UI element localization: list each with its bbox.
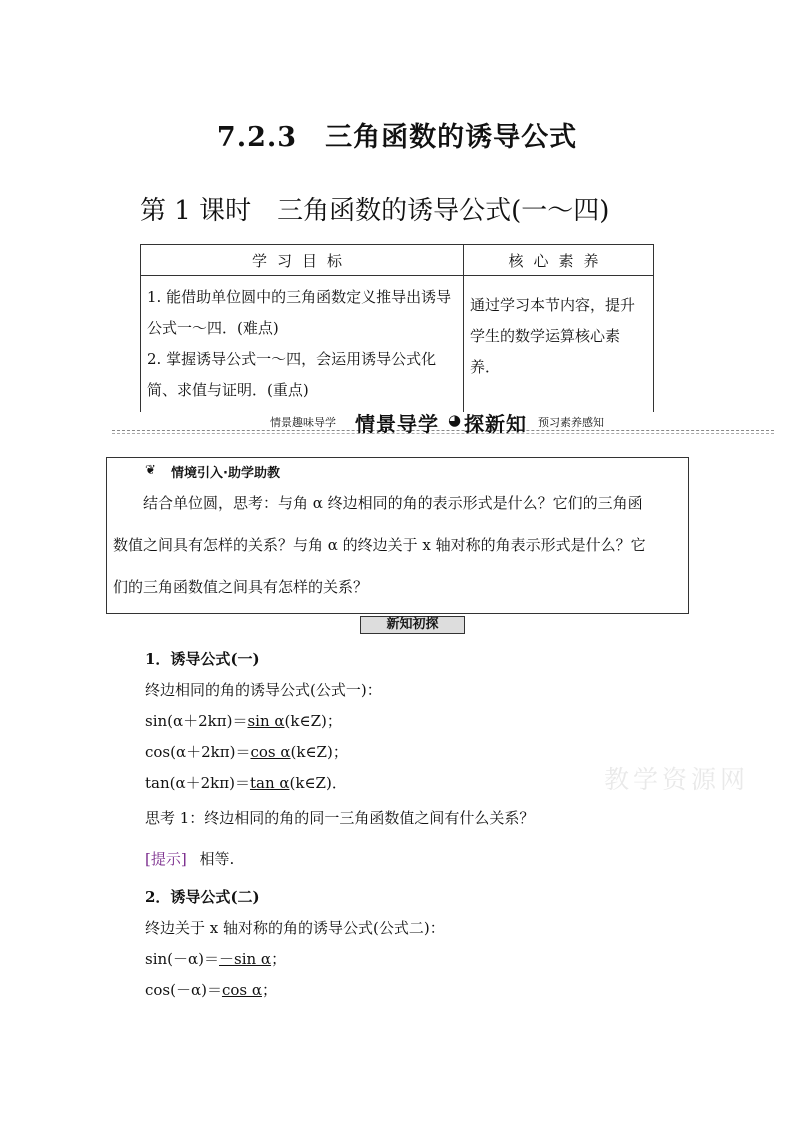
intro-text-line: 们的三角函数值之间具有怎样的关系？ (113, 578, 369, 596)
formula-line (145, 741, 348, 762)
leaf-icon: ❦ (145, 463, 156, 478)
formula-tail: ； (271, 950, 287, 968)
section-heading: 2．诱导公式(二) (145, 888, 260, 906)
formula-answer: cos α (250, 743, 291, 761)
hint-text: 相等. (199, 850, 235, 868)
section-tag: 新知初探 (360, 616, 465, 634)
formula-lhs: cos(－α)＝ (145, 981, 222, 999)
formula-lhs: sin(α＋2kπ)＝ (145, 712, 248, 730)
section-desc: 终边相同的角的诱导公式(公式一)： (145, 681, 382, 699)
formula-answer: cos α (221, 981, 262, 999)
section-heading: 1．诱导公式(一) (145, 650, 260, 668)
formula-answer: sin α (247, 712, 285, 730)
objectives-table (140, 244, 654, 412)
intro-label: 情境引入·助学助教 (171, 466, 280, 481)
banner-arrow-icon: ◕ (448, 411, 462, 429)
formula-lhs: cos(α＋2kπ)＝ (145, 743, 251, 761)
formula-tail: ； (262, 981, 278, 999)
table-header-literacy: 核心素养 (464, 245, 654, 276)
banner-right-text: 预习素养感知 (538, 416, 604, 429)
banner-left-text: 情景趣味导学 (270, 416, 336, 429)
formula-tail: (k∈Z)； (290, 743, 348, 761)
intro-text-line: 数值之间具有怎样的关系？与角 α 的终边关于 x 轴对称的角表示形式是什么？它 (113, 536, 646, 554)
banner-rule (112, 430, 774, 431)
literacy-cell: 通过学习本节内容，提升学生的数学运算核心素养． (464, 276, 654, 413)
goal-item: 2. 掌握诱导公式一～四，会运用诱导公式化简、求值与证明．(重点) (147, 350, 437, 399)
formula-line (145, 710, 342, 731)
section-banner (112, 408, 774, 436)
goals-cell (141, 276, 464, 413)
formula-line (145, 979, 277, 1000)
section-desc: 终边关于 x 轴对称的角的诱导公式(公式二)： (145, 919, 445, 937)
formula-lhs: sin(－α)＝ (145, 950, 219, 968)
formula-line (145, 772, 347, 793)
page-title: 7.2.3 三角函数的诱导公式 (216, 122, 578, 153)
hint-tag: [提示] (145, 850, 187, 868)
lesson-title: 第 1 课时 三角函数的诱导公式(一～四) (140, 196, 610, 226)
watermark: 教学资源网 (604, 765, 750, 794)
banner-main-left: 情景导学 (355, 412, 439, 436)
table-header-goals: 学习目标 (141, 245, 464, 276)
goal-item: 1. 能借助单位圆中的三角函数定义推导出诱导公式一～四．(难点) (147, 288, 452, 337)
banner-rule (112, 433, 774, 434)
formula-tail: (k∈Z)； (284, 712, 342, 730)
hint-line (145, 848, 234, 869)
banner-main-right: 探新知 (464, 412, 527, 436)
intro-text-line: 结合单位圆，思考：与角 α 终边相同的角的表示形式是什么？它们的三角函 (143, 494, 643, 512)
formula-answer: －sin α (219, 950, 272, 968)
formula-line (145, 948, 286, 969)
formula-tail: (k∈Z)． (289, 774, 347, 792)
think-question: 思考 1：终边相同的角的同一三角函数值之间有什么关系？ (145, 809, 535, 827)
formula-answer: tan α (249, 774, 290, 792)
intro-box (106, 457, 689, 614)
formula-lhs: tan(α＋2kπ)＝ (145, 774, 250, 792)
